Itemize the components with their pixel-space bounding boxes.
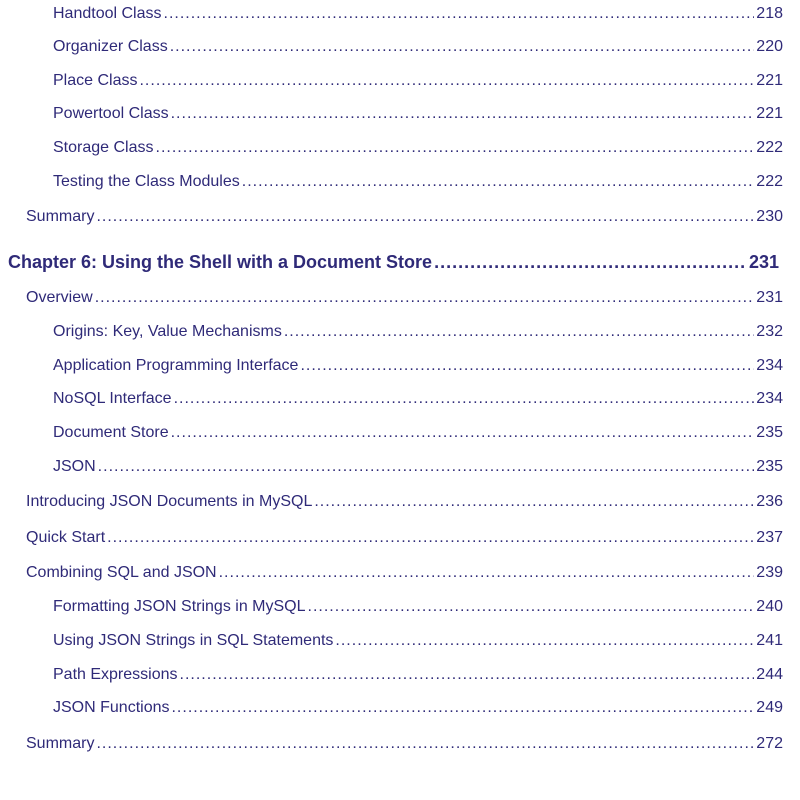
toc-entry-title: Document Store xyxy=(53,424,169,441)
chapter-title: Chapter 6: Using the Shell with a Document Store xyxy=(8,252,433,272)
toc-entry-document-store xyxy=(53,424,783,442)
toc-entry-overview xyxy=(26,289,783,307)
toc-entry-introducing-json xyxy=(26,493,783,511)
toc-entry-nosql-interface xyxy=(53,390,783,408)
toc-entry-page: 232 xyxy=(756,323,783,340)
dot-leader xyxy=(171,699,754,717)
dot-leader xyxy=(171,105,755,123)
toc-entry-testing-class-modules xyxy=(53,173,783,191)
toc-entry-title: Overview xyxy=(26,289,93,306)
dot-leader xyxy=(434,252,747,273)
toc-entry-quick-start xyxy=(26,529,783,547)
toc-entry-page: 220 xyxy=(756,38,783,55)
dot-leader xyxy=(164,5,755,23)
toc-entry-path-expressions xyxy=(53,666,783,684)
dot-leader xyxy=(95,289,755,307)
toc-entry-page: 235 xyxy=(756,424,783,441)
toc-entry-organizer-class xyxy=(53,38,783,56)
toc-entry-title: Origins: Key, Value Mechanisms xyxy=(53,323,282,340)
toc-entry-page: 244 xyxy=(756,666,783,683)
toc-entry-summary xyxy=(26,208,783,226)
dot-leader xyxy=(171,424,755,442)
toc-entry-page: 231 xyxy=(756,289,783,306)
toc-entry-title: Testing the Class Modules xyxy=(53,173,240,190)
toc-entry-title: Quick Start xyxy=(26,529,106,546)
toc-entry-origins xyxy=(53,323,783,341)
toc-entry-title: Storage Class xyxy=(53,139,154,156)
toc-entry-formatting-json xyxy=(53,598,783,616)
dot-leader xyxy=(300,357,754,375)
dot-leader xyxy=(139,72,754,90)
toc-entry-title: Organizer Class xyxy=(53,38,168,55)
dot-leader xyxy=(170,38,755,56)
dot-leader xyxy=(284,323,754,341)
toc-entry-combining-sql-json xyxy=(26,564,783,582)
toc-entry-title: Place Class xyxy=(53,72,138,89)
toc-entry-page: 218 xyxy=(756,5,783,22)
toc-entry-page: 221 xyxy=(756,72,783,89)
dot-leader xyxy=(242,173,755,191)
toc-entry-title: NoSQL Interface xyxy=(53,390,172,407)
toc-entry-title: JSON xyxy=(53,458,96,475)
toc-entry-using-json-strings xyxy=(53,632,783,650)
toc-entry-page: 234 xyxy=(756,357,783,374)
toc-entry-storage-class xyxy=(53,139,783,157)
dot-leader xyxy=(308,598,755,616)
dot-leader xyxy=(107,529,754,547)
toc-entry-title: Summary xyxy=(26,208,95,225)
toc-entry-json xyxy=(53,458,783,476)
toc-entry-title: Formatting JSON Strings in MySQL xyxy=(53,598,306,615)
toc-entry-handtool-class xyxy=(53,5,783,23)
toc-entry-title: Application Programming Interface xyxy=(53,357,299,374)
toc-entry-place-class xyxy=(53,72,783,90)
toc-entry-page: 237 xyxy=(756,529,783,546)
toc-entry-page: 221 xyxy=(756,105,783,122)
toc-entry-title: JSON Functions xyxy=(53,699,170,716)
toc-entry-title: Using JSON Strings in SQL Statements xyxy=(53,632,334,649)
toc-chapter-heading xyxy=(8,252,779,273)
toc-entry-page: 241 xyxy=(756,632,783,649)
dot-leader xyxy=(156,139,755,157)
dot-leader xyxy=(98,458,755,476)
toc-entry-page: 222 xyxy=(756,139,783,156)
toc-entry-title: Summary xyxy=(26,735,95,752)
dot-leader xyxy=(174,390,755,408)
toc-entry-powertool-class xyxy=(53,105,783,123)
toc-entry-page: 236 xyxy=(756,493,783,510)
toc-entry-page: 272 xyxy=(756,735,783,752)
chapter-page: 231 xyxy=(748,252,779,272)
toc-entry-json-functions xyxy=(53,699,783,717)
toc-entry-page: 235 xyxy=(756,458,783,475)
dot-leader xyxy=(180,666,755,684)
toc-entry-title: Combining SQL and JSON xyxy=(26,564,217,581)
toc-entry-api xyxy=(53,357,783,375)
dot-leader xyxy=(96,208,754,226)
toc-entry-page: 230 xyxy=(756,208,783,225)
toc-entry-title: Powertool Class xyxy=(53,105,169,122)
dot-leader xyxy=(219,564,755,582)
toc-entry-title: Introducing JSON Documents in MySQL xyxy=(26,493,313,510)
toc-entry-summary-2 xyxy=(26,735,783,753)
toc-entry-page: 222 xyxy=(756,173,783,190)
toc-entry-page: 239 xyxy=(756,564,783,581)
toc-entry-title: Path Expressions xyxy=(53,666,178,683)
dot-leader xyxy=(314,493,754,511)
dot-leader xyxy=(335,632,754,650)
toc-entry-title: Handtool Class xyxy=(53,5,162,22)
toc-entry-page: 249 xyxy=(756,699,783,716)
toc-entry-page: 240 xyxy=(756,598,783,615)
dot-leader xyxy=(96,735,754,753)
toc-entry-page: 234 xyxy=(756,390,783,407)
